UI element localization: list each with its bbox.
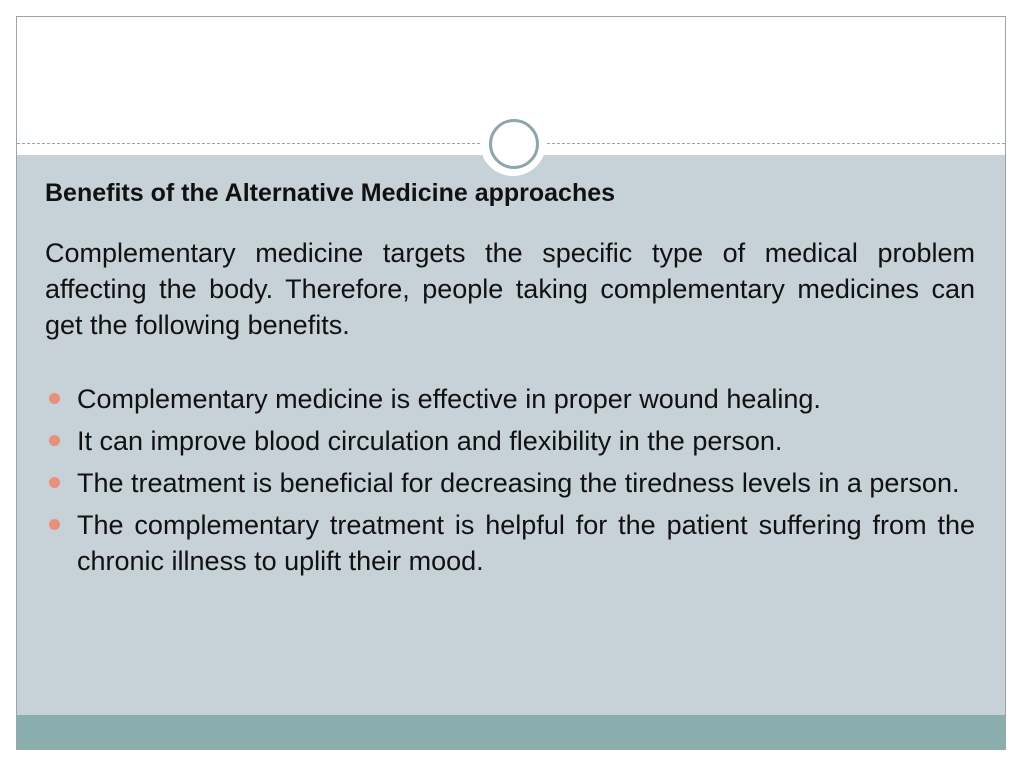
bullet-icon	[49, 435, 60, 446]
footer-band	[17, 715, 1005, 750]
intro-paragraph: Complementary medicine targets the specific type of medical problem affecting the body. Therefore, people taking complementary medicines can get the following benefits.	[45, 238, 975, 340]
bullet-icon	[49, 393, 60, 404]
list-item	[45, 465, 975, 501]
bullet-icon	[49, 477, 60, 488]
slide-body	[45, 177, 975, 585]
ring-icon	[489, 119, 539, 169]
slide-heading: Benefits of the Alternative Medicine approaches	[45, 179, 616, 207]
list-item-text: Complementary medicine is effective in proper wound healing.	[77, 384, 821, 414]
list-item	[45, 507, 975, 579]
list-item	[45, 381, 975, 417]
list-item-text: The complementary treatment is helpful for the patient suffering from the chronic illness to uplift their mood.	[77, 510, 975, 576]
list-item-text: The treatment is beneficial for decreasing the tiredness levels in a person.	[77, 468, 960, 498]
benefits-list	[45, 381, 975, 579]
list-item	[45, 423, 975, 459]
list-item-text: It can improve blood circulation and flexibility in the person.	[77, 426, 783, 456]
bullet-icon	[49, 519, 60, 530]
slide	[16, 16, 1006, 750]
circle-ornament-icon	[480, 110, 546, 176]
